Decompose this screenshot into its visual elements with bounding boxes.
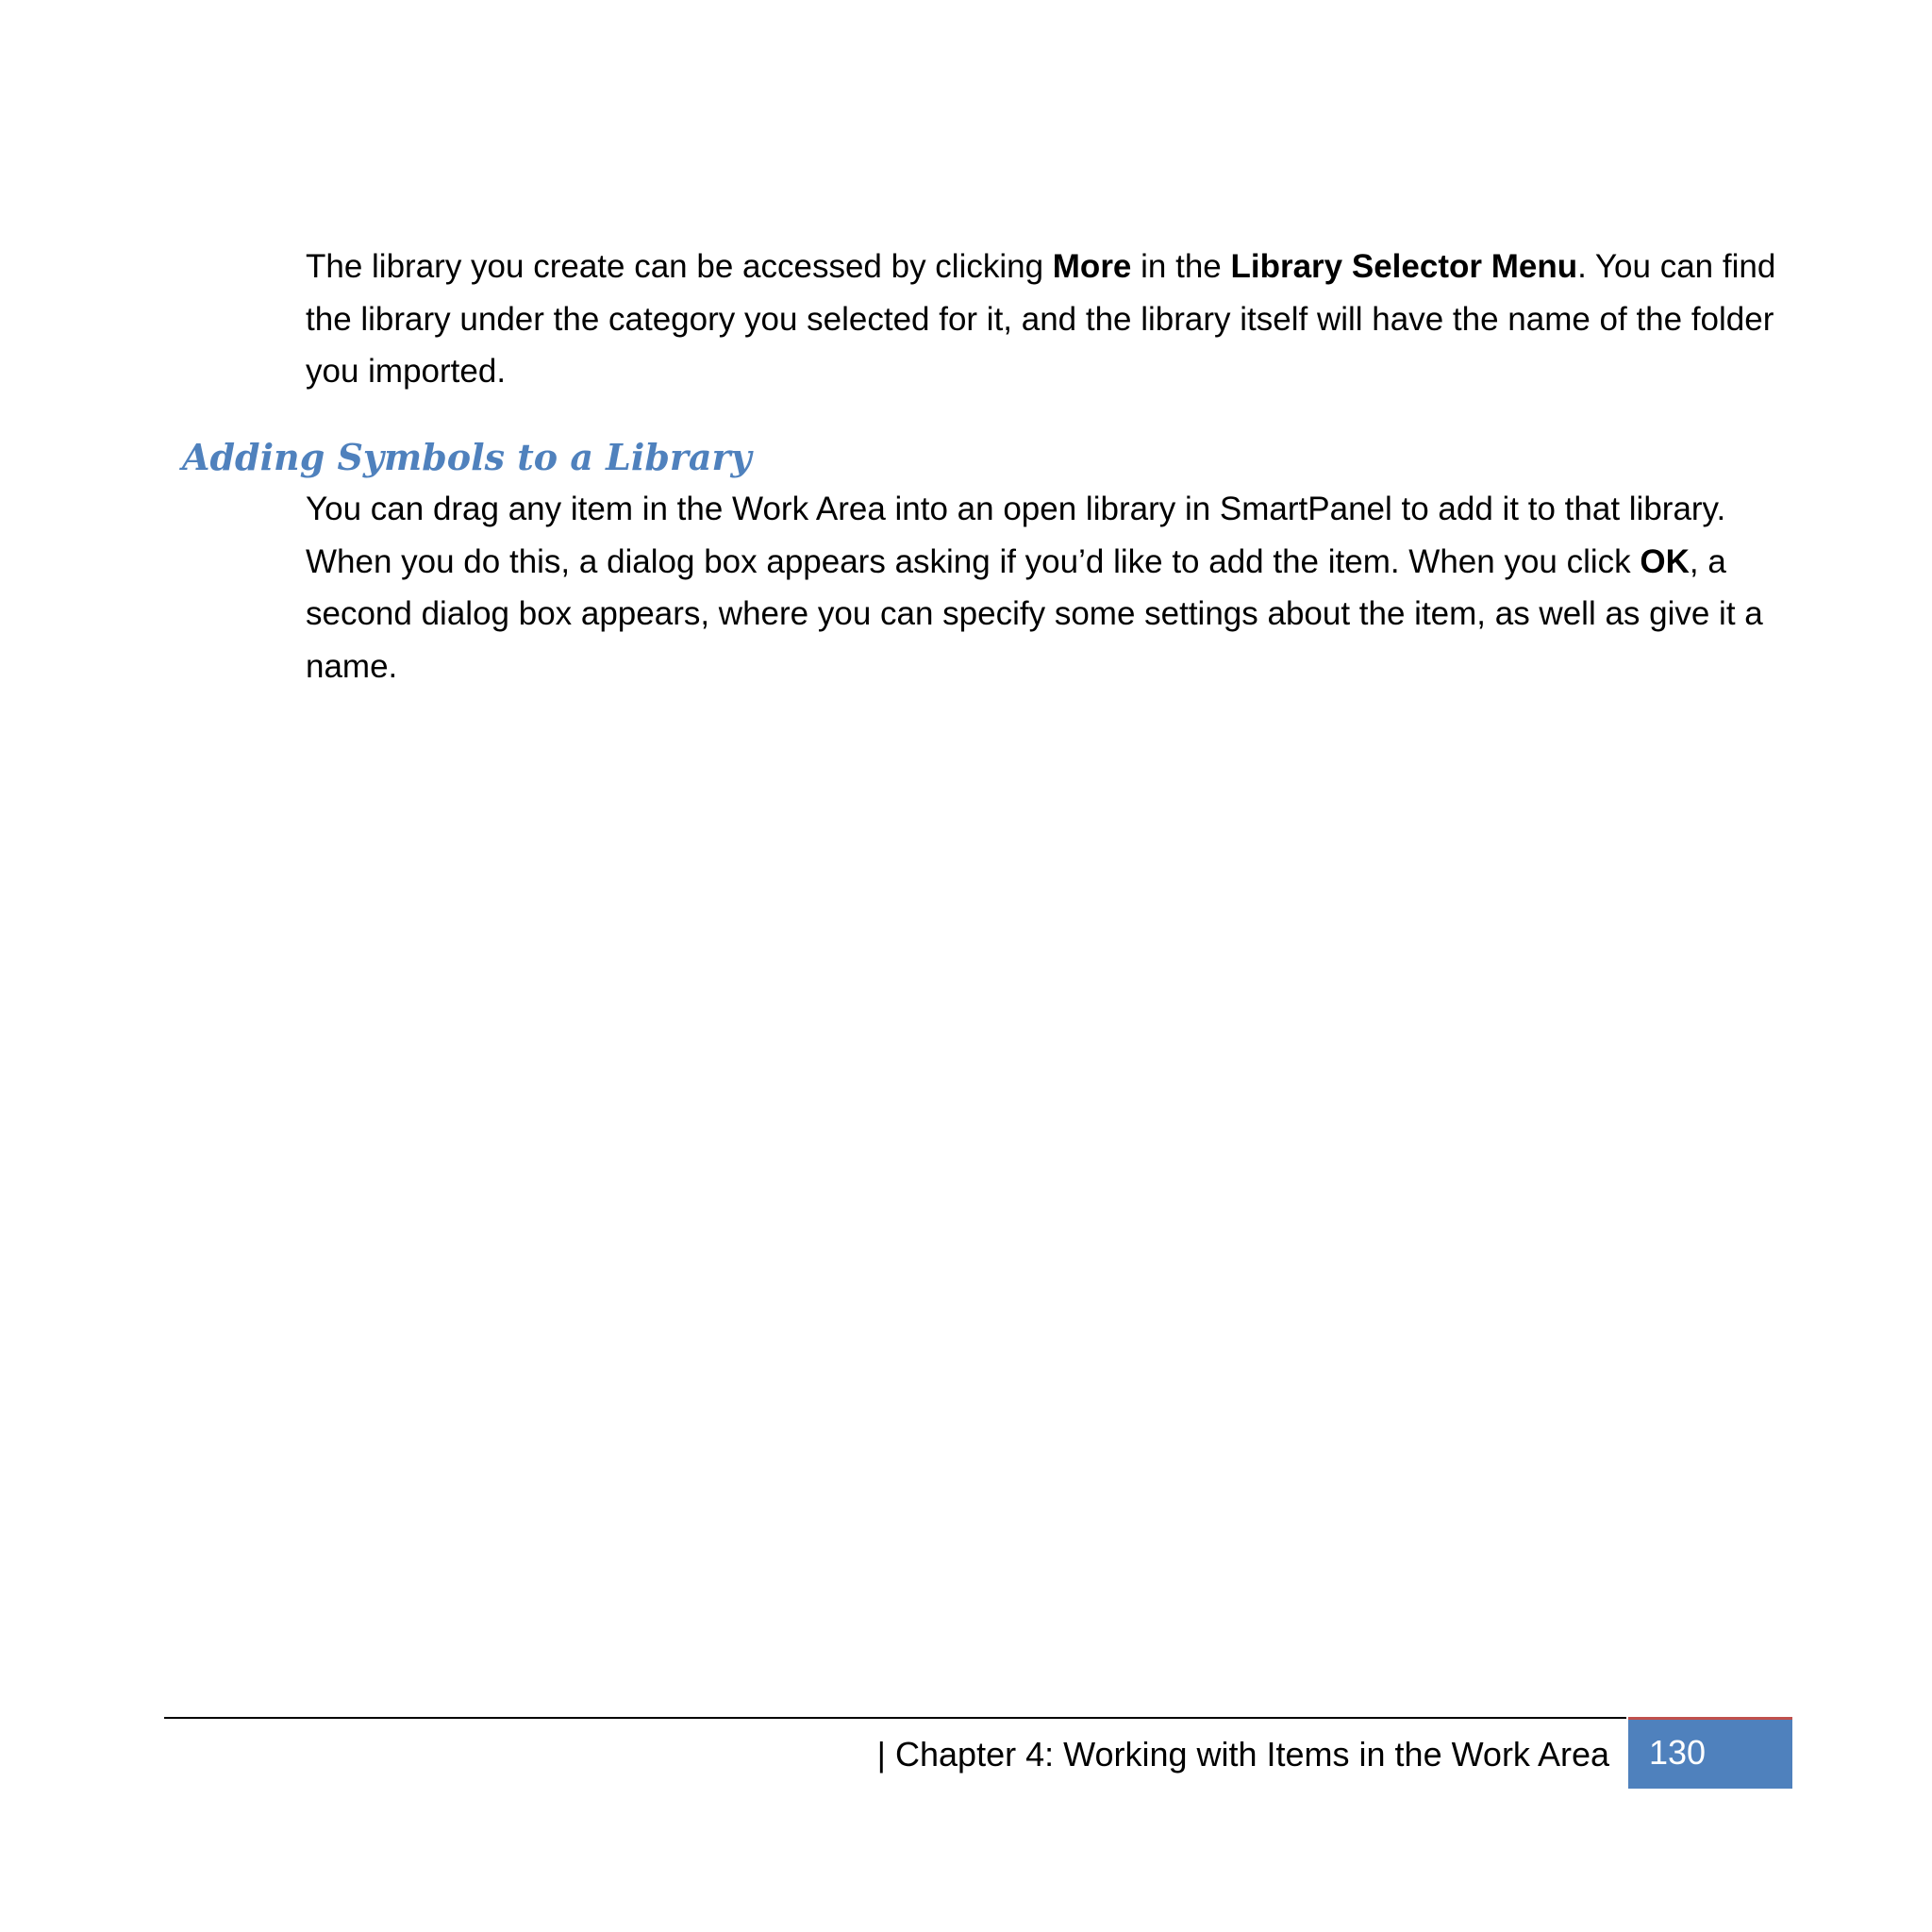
page-number: 130	[1649, 1733, 1707, 1772]
section-heading: Adding Symbols to a Library	[182, 436, 752, 478]
footer-divider	[164, 1717, 1626, 1719]
body-paragraph	[306, 483, 1777, 692]
bold-term-ok: OK	[1640, 542, 1690, 580]
bold-term-library-selector-menu: Library Selector Menu	[1230, 248, 1578, 285]
body-paragraph	[306, 241, 1777, 398]
paragraph-text: . You can find the library under the category you selected for it, and the library itself will have the name of the folder you imported.	[306, 248, 1776, 390]
paragraph-text: The library you create can be accessed by clicking	[306, 248, 1053, 285]
paragraph-text: in the	[1131, 248, 1231, 285]
footer-chapter-title: | Chapter 4: Working with Items in the Work Area	[876, 1735, 1609, 1774]
paragraph-text: , a second dialog box appears, where you can specify some settings about the item, as well as give it a name.	[306, 542, 1763, 685]
paragraph-text: You can drag any item in the Work Area into an open library in SmartPanel to add it to that library. When you do this, a dialog box appears asking if you’d like to add the item. When you click	[306, 491, 1726, 580]
page-number-box	[1628, 1717, 1792, 1789]
bold-term-more: More	[1052, 248, 1132, 285]
